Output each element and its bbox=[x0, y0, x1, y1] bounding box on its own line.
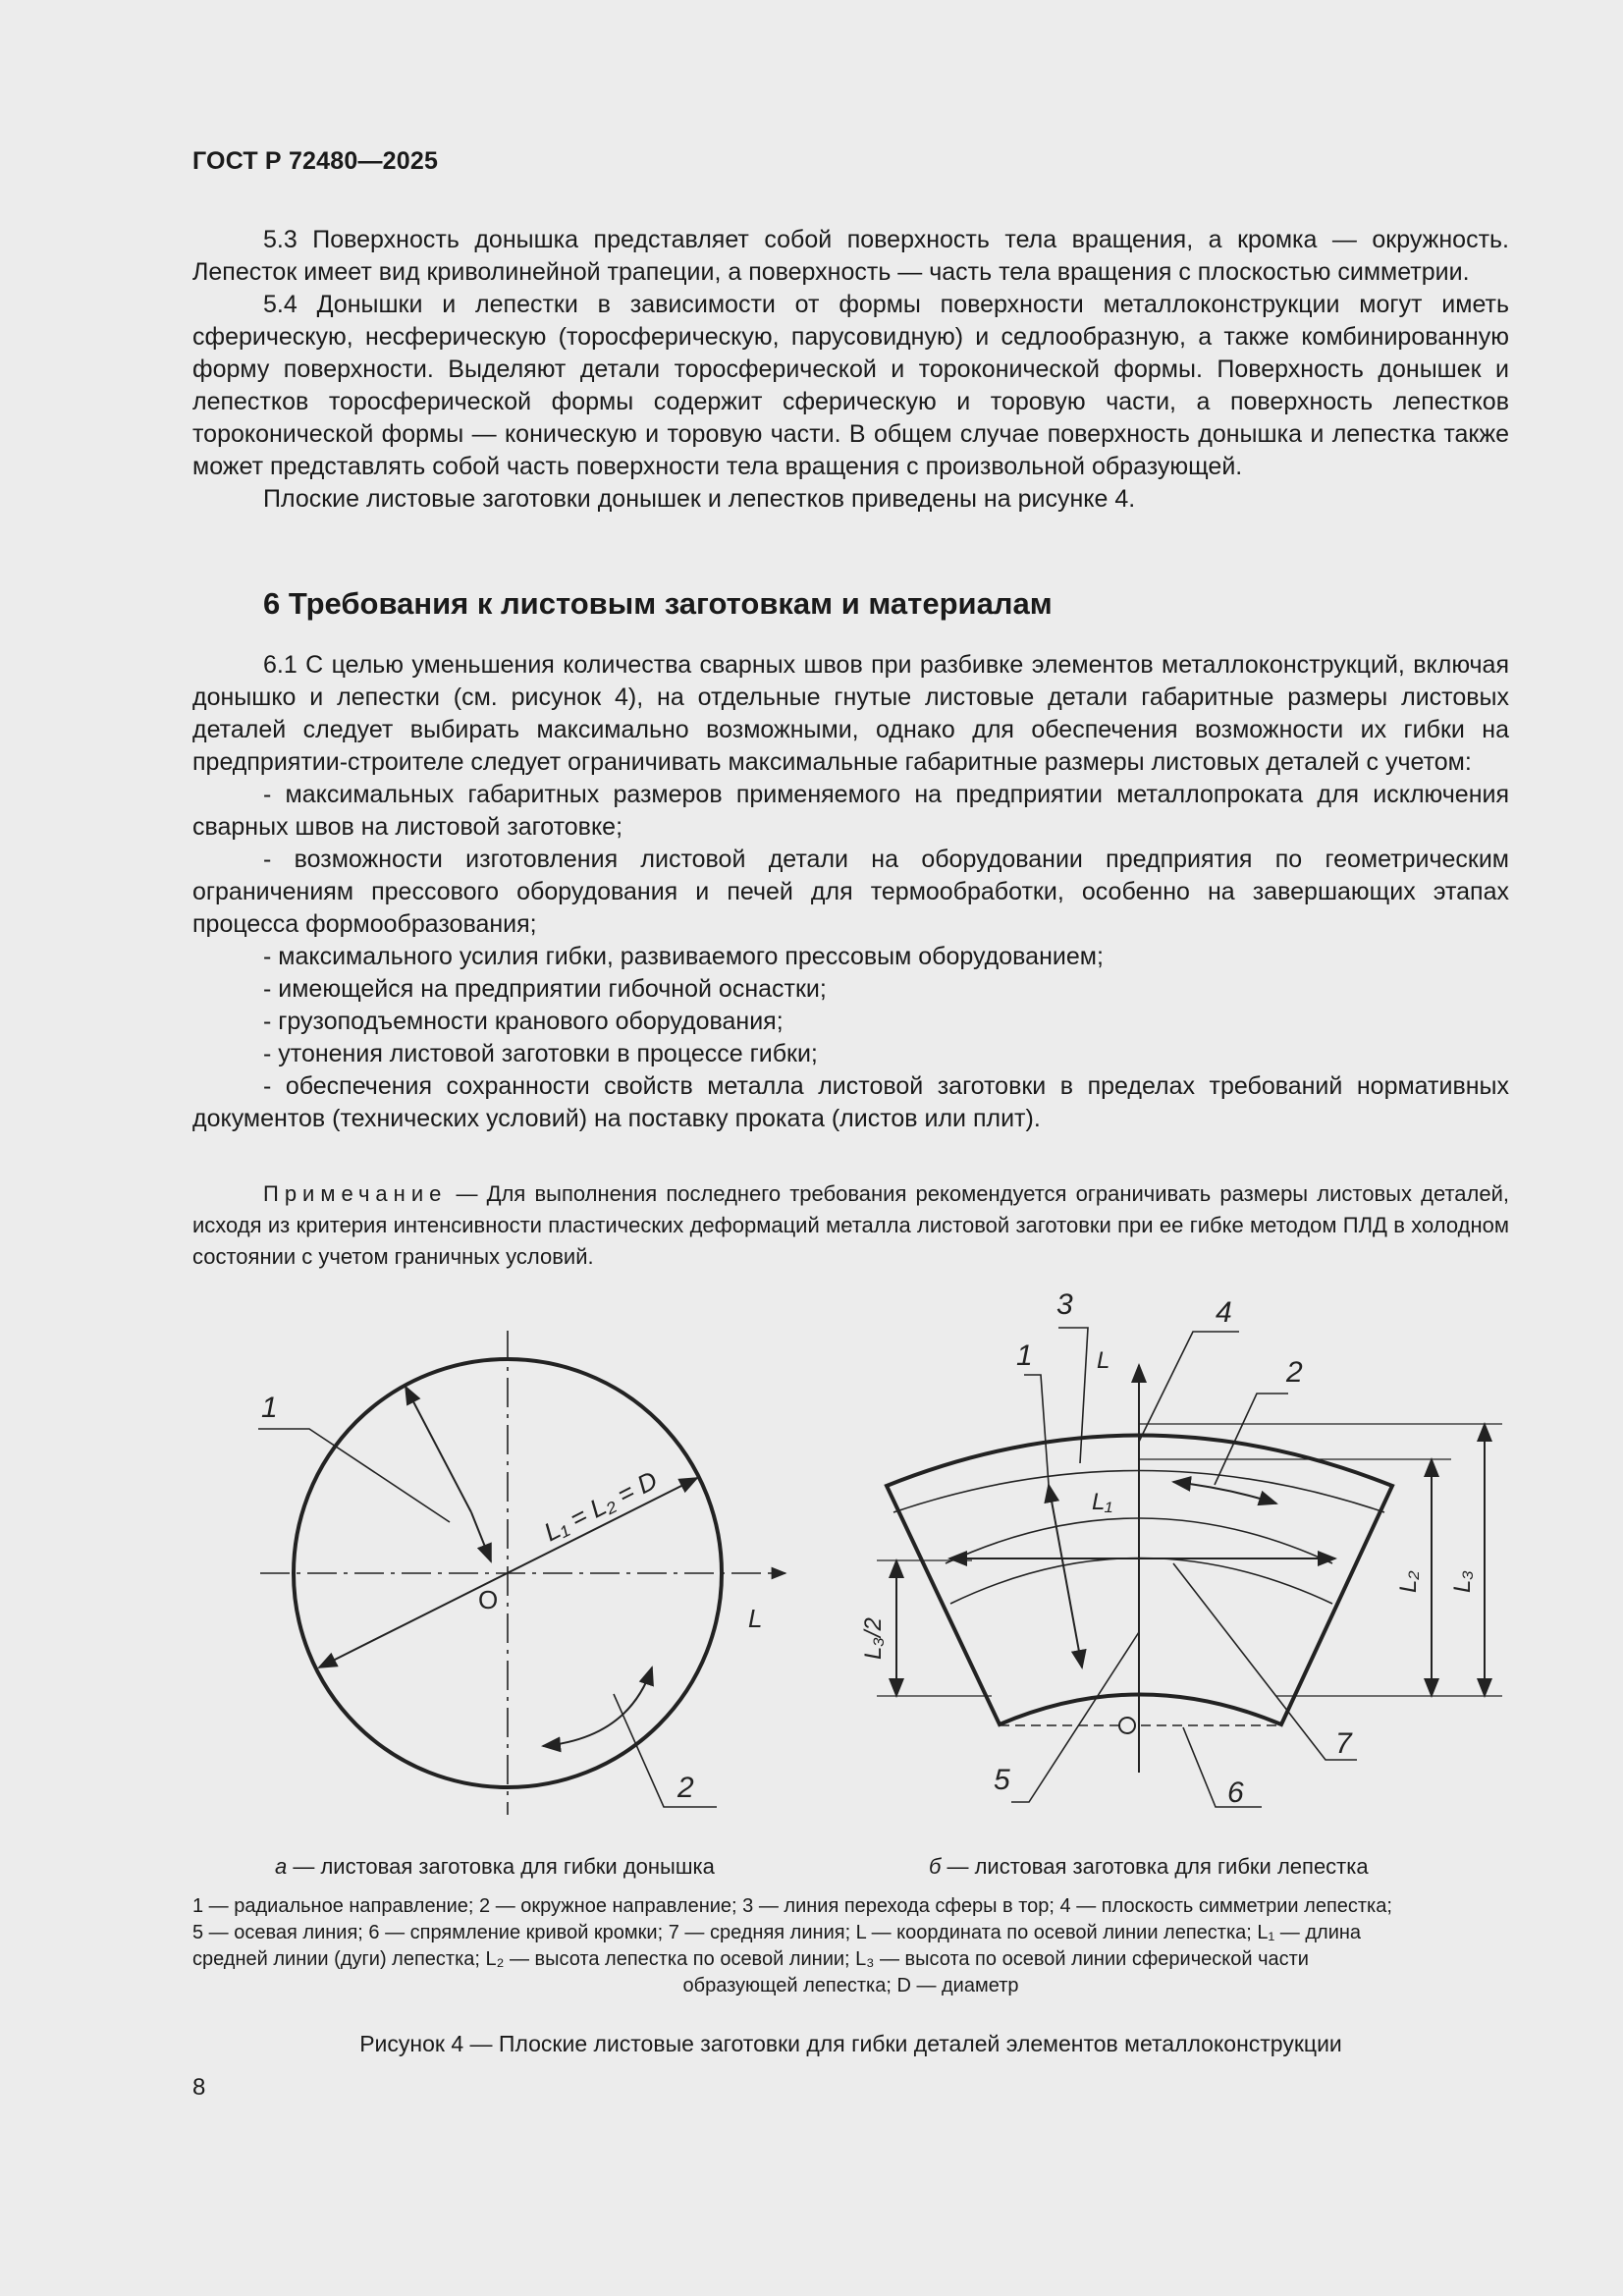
label-l3-half: L₃/2 bbox=[860, 1617, 887, 1660]
section5-text bbox=[192, 224, 1509, 516]
label-l1: L₁ bbox=[1092, 1489, 1112, 1515]
leader-5 bbox=[1011, 1632, 1139, 1802]
legend-line: 5 — осевая линия; 6 — спрямление кривой кромки; 7 — средняя линия; L — координата по осевой линии лепестка; L₁ — длина bbox=[192, 1922, 1362, 1943]
paragraph-6-1: 6.1 С целью уменьшения количества сварных швов при разбивке элементов металлоконструкций, включая донышко и лепестки (см. рисунок 4), на отдельные гнутые листовые детали габаритные размеры листовых деталей следует выбирать максимально возможными, однако для обеспечения возможности их гибки на предприятии-строителе следует ограничивать максимальные габаритные размеры листовых деталей с учетом: bbox=[192, 651, 1509, 776]
paragraph-5-3: 5.3 Поверхность донышка представляет собой поверхность тела вращения, а кромка — окружность. Лепесток имеет вид криволинейной трапеции, а поверхность — часть тела вращения с плоскостью симметрии. bbox=[192, 226, 1509, 286]
subcaption-a: а — листовая заготовка для гибки донышка bbox=[275, 1854, 715, 1879]
leader-1-a bbox=[258, 1429, 450, 1522]
list-item: - максимальных габаритных размеров применяемого на предприятии металлопроката для исключения сварных швов на листовой заготовке; bbox=[192, 781, 1509, 841]
lower-arc bbox=[950, 1558, 1332, 1605]
figure-drawing bbox=[0, 1277, 1623, 1846]
legend-line: средней линии (дуги) лепестка; L₂ — высота лепестка по осевой линии; L₃ — высота по осевой линии сферической части bbox=[192, 1948, 1309, 1970]
label-diameter: L₁ = L₂ = D bbox=[539, 1464, 663, 1548]
section6-text bbox=[192, 649, 1509, 1135]
label-6: 6 bbox=[1227, 1777, 1244, 1809]
label-1-a: 1 bbox=[261, 1392, 278, 1424]
legend-line: 1 — радиальное направление; 2 — окружное направление; 3 — линия перехода сферы в тор; 4 — плоскость симметрии лепестка; bbox=[192, 1895, 1392, 1917]
label-3: 3 bbox=[1056, 1288, 1073, 1321]
note-text: — Для выполнения последнего требования рекомендуется ограничивать размеры листовых деталей, исходя из критерия интенсивности пластических деформаций металла листовой заготовки при ее гибке методом ПЛД в холодном состоянии с учетом граничных условий. bbox=[192, 1181, 1509, 1269]
label-center-o: O bbox=[478, 1585, 499, 1614]
circumferential-arrow bbox=[543, 1667, 652, 1746]
label-5: 5 bbox=[994, 1764, 1010, 1796]
chord-center-point bbox=[1119, 1718, 1135, 1733]
figure-4 bbox=[0, 1277, 1623, 1846]
list-item: - обеспечения сохранности свойств металла листовой заготовки в пределах требований нормативных документов (технических условий) на поставку проката (листов или плит). bbox=[192, 1072, 1509, 1132]
paragraph-figure-ref: Плоские листовые заготовки донышек и лепестков приведены на рисунке 4. bbox=[263, 485, 1136, 513]
leader-7 bbox=[1173, 1563, 1357, 1760]
radial-arrow-outward bbox=[406, 1387, 471, 1512]
note bbox=[192, 1178, 1509, 1273]
leader-4 bbox=[1139, 1332, 1239, 1442]
figure-a bbox=[258, 1331, 785, 1815]
list-item: - возможности изготовления листовой детали на оборудовании предприятия по геометрическим ограничениям прессового оборудования и печей для термообработки, особенно на завершающих этапах процесса формообразования; bbox=[192, 846, 1509, 938]
note-label: Примечание bbox=[263, 1181, 448, 1206]
figure-b bbox=[877, 1328, 1502, 1807]
leader-3 bbox=[1058, 1328, 1088, 1463]
list-item: - грузоподъемности кранового оборудования; bbox=[263, 1008, 784, 1035]
legend-line: образующей лепестка; D — диаметр bbox=[682, 1975, 1019, 1996]
subcaption-b: б — листовая заготовка для гибки лепестка bbox=[929, 1854, 1369, 1879]
figure-caption: Рисунок 4 — Плоские листовые заготовки для гибки деталей элементов металлоконструкции bbox=[359, 2031, 1342, 2056]
label-axis-l-a: L bbox=[748, 1604, 763, 1633]
list-item: - максимального усилия гибки, развиваемого прессовым оборудованием; bbox=[263, 943, 1104, 970]
figure-b-labels bbox=[860, 1288, 1476, 1809]
label-2-b: 2 bbox=[1286, 1356, 1303, 1389]
radial-arrow-b bbox=[1049, 1485, 1082, 1667]
figure-legend bbox=[192, 1893, 1509, 1999]
section-6-title: 6 Требования к листовым заготовкам и материалам bbox=[263, 586, 1053, 621]
list-item: - имеющейся на предприятии гибочной оснастки; bbox=[263, 975, 827, 1003]
circumferential-arrow-b bbox=[1173, 1482, 1276, 1503]
page-number: 8 bbox=[192, 2074, 206, 2101]
paragraph-5-4: 5.4 Донышки и лепестки в зависимости от формы поверхности металлоконструкции могут иметь сферическую, несферическую (торосферическую, парусовидную) и седлообразную, а также комбинированную форму поверхности. Выделяют детали торосферической и тороконической формы. Поверхность донышек и лепестков торосферической формы содержит сферическую и торовую части, а поверхность лепестков тороконической формы — коническую и торовую части. В общем случае поверхность донышка и лепестка также может представлять собой часть поверхности тела вращения с произвольной образующей. bbox=[192, 291, 1509, 480]
label-axis-l-b: L bbox=[1097, 1347, 1110, 1374]
leader-1-b bbox=[1024, 1375, 1049, 1485]
list-item: - утонения листовой заготовки в процессе гибки; bbox=[263, 1040, 818, 1067]
radial-arrow-inward bbox=[471, 1512, 491, 1561]
document-header: ГОСТ Р 72480—2025 bbox=[192, 147, 439, 175]
label-7: 7 bbox=[1335, 1727, 1352, 1760]
label-l2: L₂ bbox=[1395, 1570, 1422, 1593]
label-4: 4 bbox=[1216, 1296, 1232, 1329]
label-1-b: 1 bbox=[1016, 1339, 1033, 1372]
label-2-a: 2 bbox=[677, 1772, 694, 1804]
leader-6 bbox=[1183, 1727, 1262, 1807]
label-l3: L₃ bbox=[1449, 1570, 1476, 1593]
